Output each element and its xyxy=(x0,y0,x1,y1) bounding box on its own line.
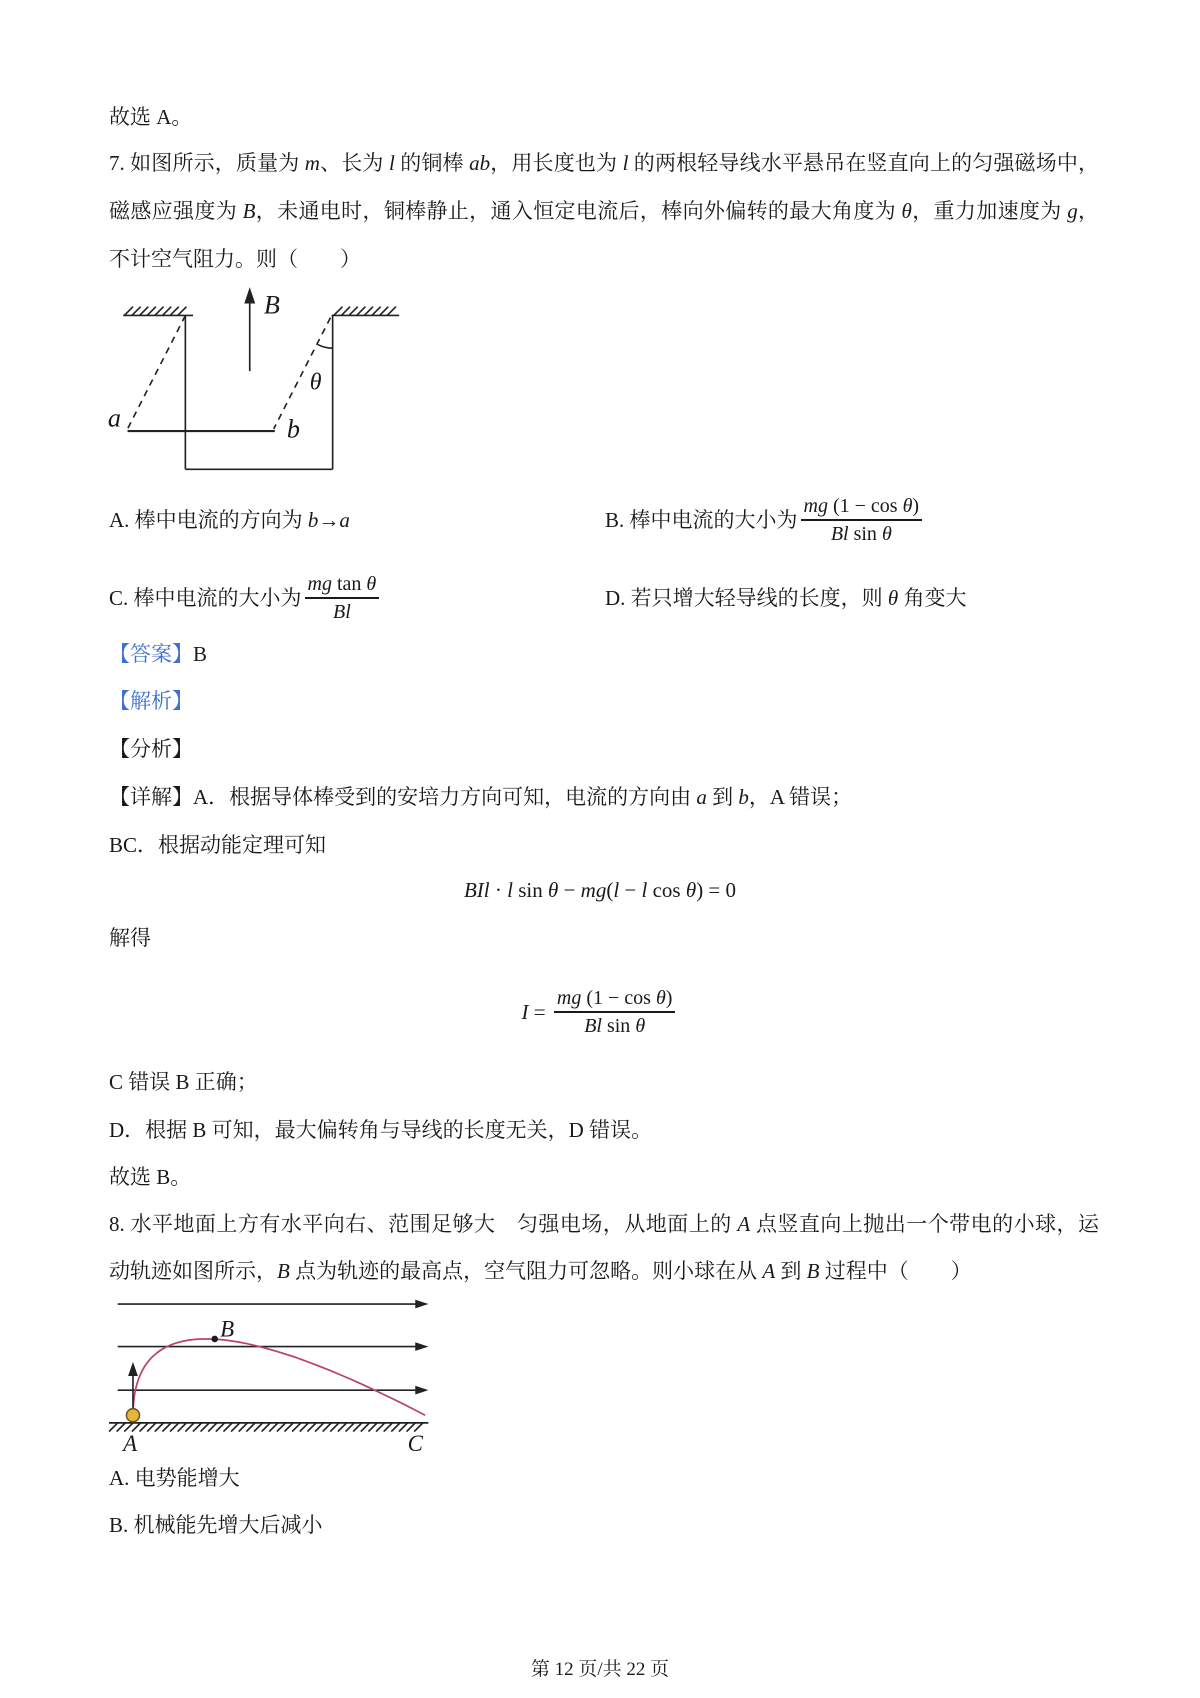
hatch-mark xyxy=(170,307,179,316)
hatch-mark xyxy=(124,307,133,316)
text-run: sin xyxy=(512,878,548,902)
hatch-mark xyxy=(384,1423,393,1432)
fraction-denominator xyxy=(828,521,895,547)
text-run: − xyxy=(558,878,581,902)
detail-d xyxy=(109,1115,652,1145)
energy-equation xyxy=(0,875,1200,905)
field-label: B xyxy=(263,290,280,320)
math-variable: l xyxy=(641,878,648,902)
hatch-mark xyxy=(391,1423,400,1432)
hatch-mark xyxy=(330,1423,339,1432)
hatch-mark xyxy=(353,1423,362,1432)
text-run: 【分析】 xyxy=(109,737,193,761)
math-variable: θ xyxy=(887,586,899,610)
math-variable: θ xyxy=(881,522,892,545)
hatch-mark xyxy=(361,1423,370,1432)
ceiling-right xyxy=(332,307,400,316)
field-line-arrowhead xyxy=(415,1342,428,1351)
hatch-mark xyxy=(254,1423,263,1432)
fraction xyxy=(801,493,923,546)
math-variable: BIl xyxy=(463,878,490,902)
text-run: 角变大 xyxy=(898,586,967,610)
hatch-mark xyxy=(284,1423,293,1432)
hatch-mark xyxy=(155,307,164,316)
text-run: 到 xyxy=(775,1259,807,1283)
hatch-mark xyxy=(364,307,373,316)
point-a-label: A xyxy=(123,1431,138,1457)
text-run: 点竖直向上抛出一个带电的小球，运 xyxy=(750,1212,1100,1236)
highest-point-dot xyxy=(211,1336,218,1343)
math-variable: mg xyxy=(803,495,828,518)
text-run: ，重力加速度为 xyxy=(911,199,1068,223)
math-variable: B xyxy=(277,1259,290,1283)
q7-option-a xyxy=(109,505,350,535)
math-variable: l xyxy=(613,878,620,902)
text-run: ( xyxy=(606,878,614,902)
fenxi-heading xyxy=(109,734,193,764)
hatch-mark xyxy=(349,307,358,316)
math-variable: Bl xyxy=(584,1014,602,1037)
text-run: cos xyxy=(647,878,686,902)
text-run: 第 12 页/共 22 页 xyxy=(530,1659,670,1680)
hatch-mark xyxy=(346,1423,355,1432)
text-run: 、长为 xyxy=(319,151,389,175)
math-variable: θ xyxy=(655,987,666,1010)
hatch-mark xyxy=(223,1423,232,1432)
fraction-denominator xyxy=(581,1013,648,1039)
hatch-mark xyxy=(201,1423,210,1432)
hatch-mark xyxy=(193,1423,202,1432)
text-run: 7. 如图所示，质量为 xyxy=(109,151,305,175)
math-variable: l xyxy=(388,151,395,175)
text-run: B. 棒中电流的大小为 xyxy=(605,508,798,532)
hatch-mark xyxy=(357,307,366,316)
math-variable: Bl xyxy=(332,600,351,623)
analysis-heading xyxy=(109,686,193,716)
q8-stem-line-1 xyxy=(109,1209,1099,1239)
hatch-mark xyxy=(246,1423,255,1432)
fraction-denominator xyxy=(330,599,354,625)
point-b-label: B xyxy=(220,1316,235,1342)
q7-option-c xyxy=(109,570,382,626)
magnetic-field-arrow xyxy=(244,287,255,371)
hatch-mark xyxy=(307,1423,316,1432)
deflection-angle-arc xyxy=(318,345,333,349)
hatch-mark xyxy=(262,1423,271,1432)
hatch-mark xyxy=(231,1423,240,1432)
math-variable: mg xyxy=(307,573,332,596)
fraction-numerator xyxy=(554,985,676,1011)
hatch-mark xyxy=(376,1423,385,1432)
text-run: ) xyxy=(665,987,673,1010)
hatch-mark xyxy=(147,307,156,316)
math-variable: A xyxy=(737,1212,751,1236)
math-variable: a xyxy=(696,785,707,809)
math-variable: mg xyxy=(580,878,607,902)
text-run: (1 − cos xyxy=(581,987,656,1010)
math-variable: I xyxy=(521,1000,529,1024)
fraction-numerator xyxy=(305,571,380,597)
text-run: = xyxy=(528,1000,551,1024)
text-run: → xyxy=(318,508,340,532)
q7-option-b xyxy=(605,492,925,548)
text-run: A. 棒中电流的方向为 xyxy=(109,508,308,532)
charged-ball xyxy=(126,1409,139,1422)
hatch-mark xyxy=(178,1423,187,1432)
text-run: ， xyxy=(1077,199,1100,223)
detail-c xyxy=(109,1067,258,1097)
hatch-mark xyxy=(380,307,389,316)
text-run: 到 xyxy=(706,785,739,809)
math-variable: Bl xyxy=(830,522,849,545)
answer-line xyxy=(109,639,207,669)
math-variable: θ xyxy=(901,199,912,223)
q8-option-a xyxy=(109,1463,240,1493)
deflected-wire-right xyxy=(274,318,331,429)
velocity-arrow-head xyxy=(128,1362,138,1376)
text-run: 解得 xyxy=(109,926,151,950)
hatch-mark xyxy=(334,307,343,316)
text-run: 的两根轻导线水平悬吊在竖直向上的匀强磁场中， xyxy=(628,151,1100,175)
q7-stem-line-3 xyxy=(109,244,361,274)
hatch-mark xyxy=(368,1423,377,1432)
q8-figure xyxy=(109,1293,436,1459)
hatch-mark xyxy=(132,307,141,316)
math-variable: B xyxy=(242,199,256,223)
field-line-arrowhead xyxy=(415,1386,428,1395)
text-run: 点为轨迹的最高点，空气阻力可忽略。则小球在从 xyxy=(289,1259,763,1283)
math-variable: b xyxy=(307,508,319,532)
section-label: 【解析】 xyxy=(109,689,193,713)
q7-stem-line-2 xyxy=(109,196,1099,226)
fraction xyxy=(554,985,676,1038)
hatch-mark xyxy=(216,1423,225,1432)
hatch-mark xyxy=(155,1423,164,1432)
ceiling-right-hatching xyxy=(334,307,396,316)
hatch-mark xyxy=(341,307,350,316)
text-run: D．根据 B 可知，最大偏转角与导线的长度无关，D 错误。 xyxy=(109,1118,653,1142)
deflected-wire-left xyxy=(128,315,186,428)
fraction xyxy=(305,571,380,624)
hatch-mark xyxy=(162,307,171,316)
hatch-mark xyxy=(239,1423,248,1432)
text-run: − xyxy=(619,878,642,902)
text-run: 过程中（ ） xyxy=(819,1259,972,1283)
math-variable: l xyxy=(507,878,513,902)
text-run: BC．根据动能定理可知 xyxy=(109,833,327,857)
text-run: C. 棒中电流的大小为 xyxy=(109,586,302,610)
q7-figure xyxy=(109,286,409,478)
hatch-mark xyxy=(170,1423,179,1432)
q7-option-d xyxy=(605,583,967,613)
math-variable: θ xyxy=(366,573,377,596)
text-run: 的铜棒 xyxy=(394,151,470,175)
field-line-arrowhead xyxy=(415,1300,428,1309)
math-variable: ab xyxy=(469,151,491,175)
text-run: tan xyxy=(331,573,367,596)
q7-stem-line-1 xyxy=(109,148,1099,178)
text-run: 磁感应强度为 xyxy=(109,199,243,223)
q7-conclusion xyxy=(109,1162,191,1192)
hatch-mark xyxy=(399,1423,408,1432)
math-variable: a xyxy=(339,508,350,532)
text-run: 【详解】A．根据导体棒受到的安培力方向可知，电流的方向由 xyxy=(109,785,697,809)
hatch-mark xyxy=(140,1423,149,1432)
text-run: sin xyxy=(848,522,882,545)
q8-option-b xyxy=(109,1510,323,1540)
solve-label xyxy=(109,923,151,953)
text-run: A. 电势能增大 xyxy=(109,1466,240,1490)
text-run: 故选 A。 xyxy=(109,105,193,129)
hatch-mark xyxy=(162,1423,171,1432)
ceiling-left xyxy=(123,307,193,316)
math-variable: l xyxy=(622,151,629,175)
text-run: sin xyxy=(601,1014,636,1037)
rod-end-a-label: a xyxy=(107,403,122,433)
trajectory-curve xyxy=(133,1339,425,1415)
field-line-1 xyxy=(118,1300,429,1309)
math-variable: m xyxy=(304,151,320,175)
ceiling-left-hatching xyxy=(124,307,186,316)
math-variable: θ xyxy=(685,878,697,902)
math-variable: b xyxy=(738,785,749,809)
q8-stem-line-2 xyxy=(109,1256,972,1286)
hatch-mark xyxy=(185,1423,194,1432)
current-result-equation xyxy=(0,984,1200,1040)
text-run: 故选 B。 xyxy=(109,1165,192,1189)
hatch-mark xyxy=(147,1423,156,1432)
math-variable: θ xyxy=(547,878,559,902)
text-run: ) xyxy=(912,495,920,518)
text-run: ) = 0 xyxy=(696,878,737,902)
text-run: C 错误 B 正确； xyxy=(109,1070,258,1094)
hatch-mark xyxy=(300,1423,309,1432)
detail-bc xyxy=(109,830,326,860)
prev-answer xyxy=(109,102,192,132)
text-run: B. 机械能先增大后减小 xyxy=(109,1513,323,1537)
text-run: ，用长度也为 xyxy=(490,151,623,175)
hatch-mark xyxy=(387,307,396,316)
ground xyxy=(109,1423,428,1432)
angle-label: θ xyxy=(309,369,322,396)
text-run: 8. 水平地面上方有水平向右、范围足够大 匀强电场，从地面上的 xyxy=(109,1212,738,1236)
math-variable: B xyxy=(806,1259,820,1283)
text-run: B xyxy=(193,642,208,666)
hatch-mark xyxy=(338,1423,347,1432)
math-variable: A xyxy=(762,1259,776,1283)
hatch-mark xyxy=(178,307,187,316)
text-run: 不计空气阻力。则（ ） xyxy=(109,247,361,271)
detail-a xyxy=(109,782,852,812)
text-run: (1 − cos xyxy=(827,495,903,518)
hatch-mark xyxy=(277,1423,286,1432)
page-footer xyxy=(0,1655,1200,1685)
text-run: D. 若只增大轻导线的长度，则 xyxy=(605,586,888,610)
math-variable: g xyxy=(1067,199,1078,223)
field-arrow-head xyxy=(244,287,255,303)
ground-hatching xyxy=(109,1423,423,1432)
math-variable: θ xyxy=(635,1014,646,1037)
text-run: ，未通电时，铜棒静止，通入恒定电流后，棒向外偏转的最大角度为 xyxy=(255,199,902,223)
hatch-mark xyxy=(315,1423,324,1432)
hatch-mark xyxy=(140,307,149,316)
hatch-mark xyxy=(208,1423,217,1432)
text-run: · xyxy=(489,878,508,902)
hatch-mark xyxy=(292,1423,301,1432)
hatch-mark xyxy=(269,1423,278,1432)
hatch-mark xyxy=(372,307,381,316)
point-c-label: C xyxy=(407,1431,423,1457)
math-variable: θ xyxy=(902,495,913,518)
text-run: ，A 错误； xyxy=(748,785,853,809)
rod-end-b-label: b xyxy=(286,414,300,444)
section-label: 【答案】 xyxy=(109,642,193,666)
text-run: 动轨迹如图所示， xyxy=(109,1259,277,1283)
hatch-mark xyxy=(109,1423,118,1432)
fraction-numerator xyxy=(801,493,923,519)
math-variable: mg xyxy=(556,987,582,1010)
hatch-mark xyxy=(323,1423,332,1432)
